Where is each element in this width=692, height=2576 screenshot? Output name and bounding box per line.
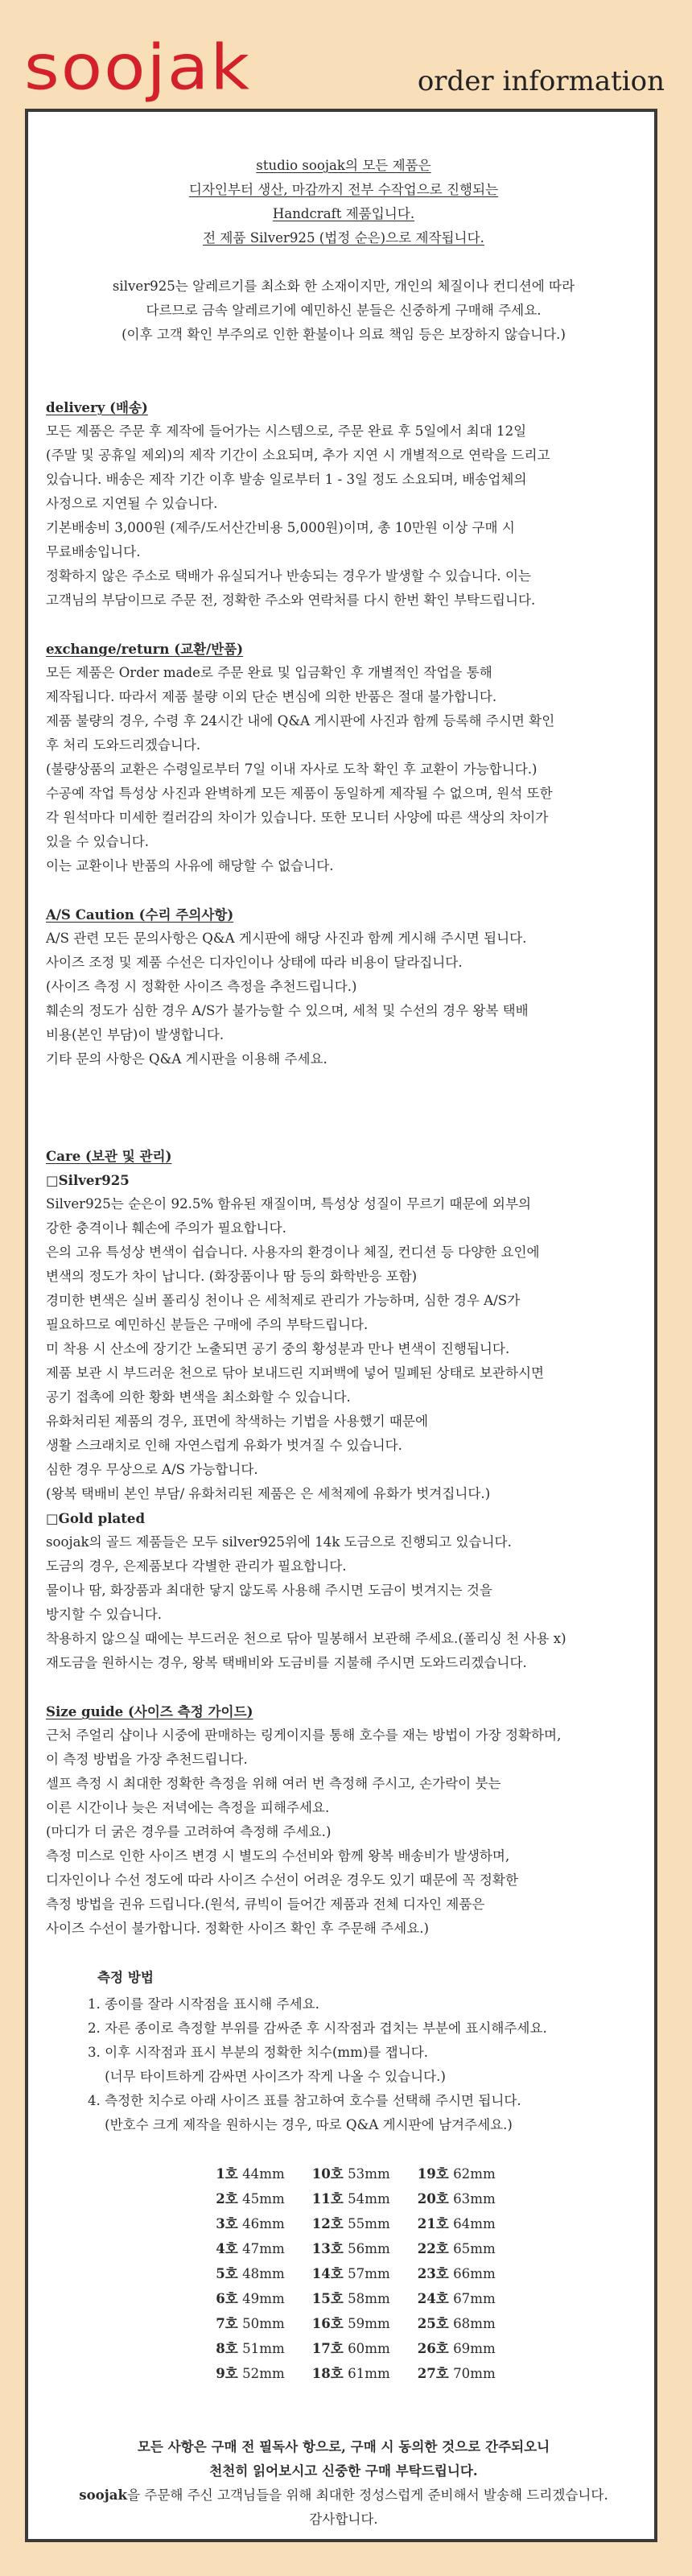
text-line: 사정으로 지연될 수 있습니다. — [46, 496, 218, 511]
size-cell — [418, 2286, 496, 2311]
size-cell — [312, 2361, 390, 2386]
text-line: 착용하지 않으실 때에는 부드러운 천으로 닦아 밀봉해서 보관해 주세요.(폴리싱 천 사용 x) — [46, 1631, 566, 1646]
measure-method — [88, 1965, 641, 2137]
size-mm: 48mm — [242, 2266, 285, 2281]
text-line: 훼손의 정도가 심한 경우 A/S가 불가능할 수 있으며, 세척 및 수선의 경우 왕복 택배 — [46, 1003, 529, 1018]
text-line: 근처 주얼리 샵이나 시중에 판매하는 링게이지를 통해 호수를 재는 방법이 가장 정확하며, — [46, 1728, 562, 1743]
closing-line: 천천히 읽어보시고 신중한 구매 부탁드립니다. — [209, 2462, 478, 2479]
text-line: (왕복 택배비 본인 부담/ 유화처리된 제품은 은 세척제에 유화가 벗겨집니다.) — [46, 1486, 491, 1501]
intro-line: 디자인부터 생산, 마감까지 전부 수작업으로 진행되는 — [188, 182, 499, 197]
size-mm: 64mm — [453, 2216, 496, 2231]
size-mm: 56mm — [348, 2241, 390, 2256]
text-line: 사이즈 수선이 불가합니다. 정확한 사이즈 확인 후 주문해 주세요.) — [46, 1921, 429, 1936]
text-line: 물이나 땀, 화장품과 최대한 닿지 않도록 사용해 주시면 도금이 벗겨지는 것을 — [46, 1583, 492, 1598]
text-line: 유화처리된 제품의 경우, 표면에 착색하는 기법을 사용했기 때문에 — [46, 1414, 428, 1429]
size-cell — [418, 2186, 496, 2211]
size-number: 5호 — [216, 2265, 238, 2281]
size-cell — [418, 2236, 496, 2261]
care-section — [46, 1144, 641, 1675]
size-cell — [216, 2336, 284, 2361]
text-line: 변색의 정도가 차이 납니다. (화장품이나 땀 등의 화학반응 포함) — [46, 1269, 418, 1284]
delivery-lines — [46, 419, 641, 613]
text-line: 제품 불량의 경우, 수령 후 24시간 내에 Q&A 게시판에 사진과 함께 등록해 주시면 확인 — [46, 713, 555, 729]
page-header — [0, 0, 692, 113]
size-mm: 58mm — [348, 2291, 390, 2306]
info-panel — [25, 109, 657, 2542]
size-mm: 61mm — [348, 2366, 390, 2381]
size-mm: 67mm — [453, 2291, 496, 2306]
info-content — [46, 154, 641, 2532]
text-line: (마디가 더 굵은 경우를 고려하여 측정해 주세요.) — [46, 1824, 332, 1839]
text-line: 측정 방법을 권유 드립니다.(원석, 큐빅이 들어간 제품과 전체 디자인 제품은 — [46, 1897, 485, 1912]
page-title: order information — [417, 65, 665, 97]
text-line: 수공예 작업 특성상 사진과 완벽하게 모든 제품이 동일하게 제작될 수 없으며, 원석 또한 — [46, 786, 553, 801]
text-line: 생활 스크래치로 인해 자연스럽게 유화가 벗겨질 수 있습니다. — [46, 1438, 402, 1453]
size-number: 4호 — [216, 2240, 238, 2256]
text-line: 방지할 수 있습니다. — [46, 1607, 163, 1622]
closing-line — [46, 2483, 641, 2508]
text-line: 이 측정 방법을 가장 추천드립니다. — [46, 1752, 248, 1767]
text-line: 측정 미스로 인한 사이즈 변경 시 별도의 수선비와 함께 왕복 배송비가 발생하며, — [46, 1848, 510, 1864]
size-number: 20호 — [417, 2190, 449, 2207]
gold-heading: □Gold plated — [46, 1510, 146, 1526]
size-number: 16호 — [311, 2315, 344, 2331]
closing-line: 감사합니다. — [309, 2512, 378, 2527]
delivery-section — [46, 395, 641, 613]
size-mm: 57mm — [348, 2266, 390, 2281]
size-cell — [216, 2361, 284, 2386]
size-mm: 47mm — [242, 2241, 285, 2256]
size-mm: 51mm — [242, 2341, 285, 2356]
size-cell — [418, 2336, 496, 2361]
size-mm: 69mm — [453, 2341, 496, 2356]
size-mm: 53mm — [348, 2166, 390, 2182]
text-line: 기본배송비 3,000원 (제주/도서산간비용 5,000원)이며, 총 10만원 이상 구매 시 — [46, 520, 515, 535]
size-cell — [418, 2211, 496, 2236]
size-mm: 63mm — [453, 2191, 496, 2207]
closing-line: 모든 사항은 구매 전 필독사 항으로, 구매 시 동의한 것으로 간주되오니 — [137, 2438, 550, 2454]
text-line: 1. 종이를 잘라 시작점을 표시해 주세요. — [88, 1996, 319, 2012]
closing-block — [46, 2434, 641, 2532]
text-line: 제작됩니다. 따라서 제품 불량 이외 단순 변심에 의한 반품은 절대 불가합니다. — [46, 689, 497, 704]
text-line: (주말 및 공휴일 제외)의 제작 기간이 소요되며, 추가 지연 시 개별적으로 연락을 드리고 — [46, 448, 550, 463]
size-cell — [312, 2261, 390, 2286]
intro-line: Handcraft 제품입니다. — [272, 206, 415, 221]
size-number: 18호 — [311, 2365, 344, 2381]
size-number: 22호 — [417, 2240, 449, 2256]
size-cell — [312, 2286, 390, 2311]
size-number: 14호 — [311, 2265, 344, 2281]
size-number: 15호 — [311, 2290, 344, 2306]
text-line: 경미한 변색은 실버 폴리싱 천이나 은 세척제로 관리가 가능하며, 심한 경우 A/S가 — [46, 1293, 521, 1308]
text-line: 공기 접촉에 의한 황화 변색을 최소화할 수 있습니다. — [46, 1389, 351, 1405]
size-number: 3호 — [216, 2215, 238, 2231]
text-line: 후 처리 도와드리겠습니다. — [46, 737, 201, 753]
brand-logo: soojak — [24, 31, 252, 105]
size-mm: 62mm — [453, 2166, 496, 2182]
size-number: 6호 — [216, 2290, 238, 2306]
size-number: 11호 — [311, 2190, 344, 2207]
size-table — [70, 2161, 641, 2386]
size-cell — [312, 2236, 390, 2261]
text-line: A/S 관련 모든 문의사항은 Q&A 게시판에 해당 사진과 함께 게시해 주시면 됩니다. — [46, 931, 527, 946]
as-lines — [46, 927, 641, 1071]
size-number: 1호 — [216, 2165, 238, 2182]
text-line: 있을 수 있습니다. — [46, 834, 150, 849]
size-number: 13호 — [311, 2240, 344, 2256]
exchange-section — [46, 637, 641, 878]
size-mm: 65mm — [453, 2241, 496, 2256]
text-line: 4. 측정한 치수로 아래 사이즈 표를 참고하여 호수를 선택해 주시면 됩니다. — [88, 2093, 521, 2108]
brand-name: soojak — [79, 2487, 127, 2503]
size-number: 2호 — [216, 2190, 238, 2207]
size-mm: 54mm — [348, 2191, 390, 2207]
size-cell — [216, 2311, 284, 2336]
size-cell — [312, 2311, 390, 2336]
size-cell — [418, 2161, 496, 2186]
text-line: 셀프 측정 시 최대한 정확한 측정을 위해 여러 번 측정해 주시고, 손가락이 붓는 — [46, 1776, 501, 1791]
text-line: soojak의 골드 제품들은 모두 silver925위에 14k 도금으로 진행되고 있습니다. — [46, 1534, 512, 1550]
size-mm: 55mm — [348, 2216, 390, 2231]
text-line: 도금의 경우, 은제품보다 각별한 관리가 필요합니다. — [46, 1558, 347, 1574]
size-mm: 60mm — [348, 2341, 390, 2356]
text-line: 은의 고유 특성상 변색이 쉽습니다. 사용자의 환경이나 체질, 컨디션 등 다양한 요인에 — [46, 1245, 540, 1260]
size-cell — [216, 2236, 284, 2261]
size-mm: 59mm — [348, 2316, 390, 2331]
size-section — [46, 1699, 641, 2386]
size-cell — [216, 2261, 284, 2286]
text-line: (반호수 크게 제작을 원하시는 경우, 따로 Q&A 게시판에 남겨주세요.) — [88, 2117, 513, 2132]
intro-line: studio soojak의 모든 제품은 — [256, 158, 431, 173]
size-cell — [312, 2161, 390, 2186]
text-line: 모든 제품은 Order made로 주문 완료 및 입금확인 후 개별적인 작업을 통해 — [46, 665, 492, 680]
size-number: 24호 — [417, 2290, 449, 2306]
section-title: Care (보관 및 관리) — [46, 1148, 172, 1164]
size-cell — [418, 2261, 496, 2286]
text-line: 미 착용 시 산소에 장기간 노출되면 공기 중의 황성분과 만나 변색이 진행됩니다. — [46, 1341, 510, 1356]
size-mm: 44mm — [242, 2166, 285, 2182]
text-line: Silver925는 순은이 92.5% 함유된 재질이며, 특성상 성질이 무르기 때문에 외부의 — [46, 1196, 532, 1212]
silver-heading: □Silver925 — [46, 1172, 130, 1188]
size-number: 10호 — [311, 2165, 344, 2182]
text-line: 심한 경우 무상으로 A/S 가능합니다. — [46, 1462, 258, 1477]
text-line: 사이즈 조정 및 제품 수선은 디자인이나 상태에 따라 비용이 달라집니다. — [46, 955, 463, 970]
size-number: 25호 — [417, 2315, 449, 2331]
exchange-lines — [46, 661, 641, 878]
text-line: 2. 자른 종이로 측정할 부위를 감싸준 후 시작점과 겹치는 부분에 표시해주세요. — [88, 2021, 547, 2036]
size-cell — [312, 2186, 390, 2211]
text-line: (너무 타이트하게 감싸면 사이즈가 작게 나올 수 있습니다.) — [88, 2069, 446, 2084]
gold-lines — [46, 1530, 641, 1675]
size-number: 27호 — [417, 2365, 449, 2381]
text-line: 필요하므로 예민하신 분들은 구매에 주의 부탁드립니다. — [46, 1317, 369, 1332]
text-line: 비용(본인 부담)이 발생합니다. — [46, 1027, 224, 1042]
size-number: 19호 — [417, 2165, 449, 2182]
text-line: 재도금을 원하시는 경우, 왕복 택배비와 도금비를 지불해 주시면 도와드리겠습니다. — [46, 1655, 527, 1670]
text-line: 강한 충격이나 훼손에 주의가 필요합니다. — [46, 1220, 286, 1236]
size-cell — [216, 2211, 284, 2236]
size-number: 21호 — [417, 2215, 449, 2231]
size-lines — [46, 1724, 641, 1941]
size-number: 23호 — [417, 2265, 449, 2281]
intro-line: silver925는 알레르기를 최소화 한 소재이지만, 개인의 체질이나 컨디션에 따라 — [112, 279, 575, 294]
text-line: 정확하지 않은 주소로 택배가 유실되거나 반송되는 경우가 발생할 수 있습니다. 이는 — [46, 568, 532, 584]
text-line: 모든 제품은 주문 후 제작에 들어가는 시스템으로, 주문 완료 후 5일에서 최대 12일 — [46, 423, 527, 439]
silver-lines — [46, 1192, 641, 1506]
size-cell — [216, 2286, 284, 2311]
size-number: 26호 — [417, 2340, 449, 2356]
text-line: 이는 교환이나 반품의 사유에 해당할 수 없습니다. — [46, 858, 334, 873]
size-mm: 45mm — [242, 2191, 285, 2207]
size-mm: 70mm — [453, 2366, 496, 2381]
text-line: 디자인이나 수선 정도에 따라 사이즈 수선이 어려운 경우도 있기 때문에 꼭 정확한 — [46, 1872, 518, 1888]
intro-block — [46, 154, 641, 347]
text-line: (사이즈 측정 시 정확한 사이즈 측정을 추천드립니다.) — [46, 979, 357, 994]
section-title: Size guide (사이즈 측정 가이드) — [46, 1703, 253, 1719]
method-title: 측정 방법 — [97, 1969, 154, 1985]
size-mm: 50mm — [242, 2316, 285, 2331]
size-mm: 66mm — [453, 2266, 496, 2281]
text-line: (불량상품의 교환은 수령일로부터 7일 이내 자사로 도착 확인 후 교환이 가능합니다.) — [46, 762, 538, 777]
intro-line: (이후 고객 확인 부주의로 인한 환불이나 의료 책임 등은 보장하지 않습니다.) — [122, 327, 566, 342]
size-cell — [312, 2336, 390, 2361]
intro-line: 전 제품 Silver925 (법정 순은)으로 제작됩니다. — [203, 230, 484, 246]
section-title: delivery (배송) — [46, 399, 148, 415]
size-number: 17호 — [311, 2340, 344, 2356]
size-cell — [418, 2361, 496, 2386]
closing-text: 을 주문해 주신 고객님들을 위해 최대한 정성스럽게 준비해서 발송해 드리겠습니다. — [126, 2487, 608, 2503]
intro-line: 다르므로 금속 알레르기에 예민하신 분들은 신중하게 구매해 주세요. — [146, 303, 542, 318]
section-title: exchange/return (교환/반품) — [46, 641, 244, 657]
text-line: 있습니다. 배송은 제작 기간 이후 발송 일로부터 1 - 3일 정도 소요되며, 배송업체의 — [46, 472, 527, 487]
size-cell — [418, 2311, 496, 2336]
size-mm: 49mm — [242, 2291, 285, 2306]
text-line: 무료배송입니다. — [46, 544, 141, 559]
size-number: 9호 — [216, 2365, 238, 2381]
size-cell — [216, 2186, 284, 2211]
as-section — [46, 902, 641, 1071]
section-title: A/S Caution (수리 주의사항) — [46, 906, 234, 923]
size-cell — [312, 2211, 390, 2236]
size-mm: 68mm — [453, 2316, 496, 2331]
text-line: 제품 보관 시 부드러운 천으로 닦아 보내드린 지퍼백에 넣어 밀폐된 상태로 보관하시면 — [46, 1365, 545, 1381]
text-line: 기타 문의 사항은 Q&A 게시판을 이용해 주세요. — [46, 1051, 327, 1067]
size-mm: 46mm — [242, 2216, 285, 2231]
text-line: 고객님의 부담이므로 주문 전, 정확한 주소와 연락처를 다시 한번 확인 부탁드립니다. — [46, 592, 536, 608]
text-line: 3. 이후 시작점과 표시 부분의 정확한 치수(mm)를 잽니다. — [88, 2045, 429, 2060]
size-cell — [216, 2161, 284, 2186]
text-line: 각 원석마다 미세한 컬러감의 차이가 있습니다. 또한 모니터 사양에 따른 색상의 차이가 — [46, 810, 549, 825]
size-number: 7호 — [216, 2315, 238, 2331]
size-number: 8호 — [216, 2340, 238, 2356]
size-mm: 52mm — [242, 2366, 285, 2381]
size-number: 12호 — [311, 2215, 344, 2231]
text-line: 이른 시간이나 늦은 저녁에는 측정을 피해주세요. — [46, 1800, 330, 1815]
method-steps — [88, 1992, 641, 2137]
